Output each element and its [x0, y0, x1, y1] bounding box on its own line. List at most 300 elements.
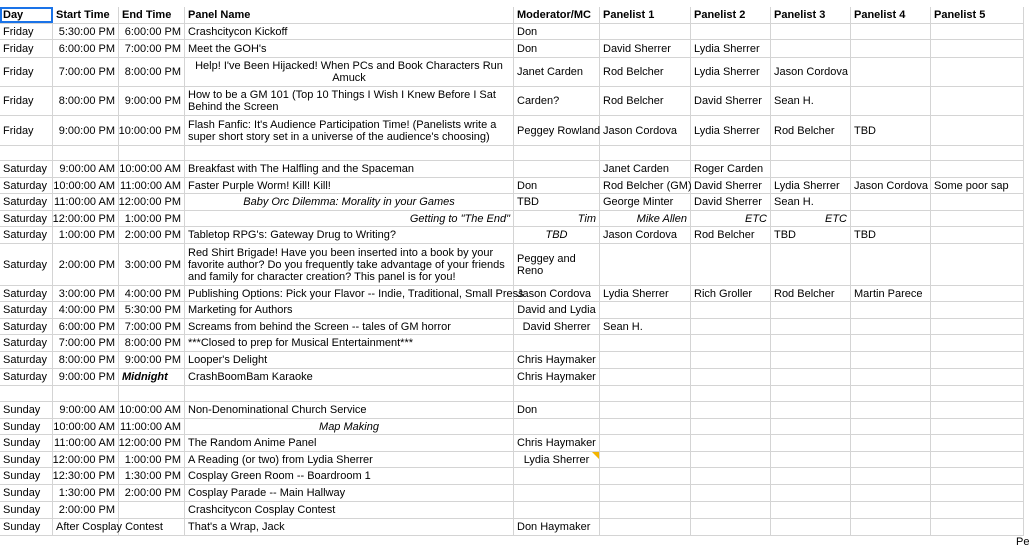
- table-cell[interactable]: [771, 146, 851, 160]
- table-row: [0, 302, 1024, 319]
- table-cell[interactable]: [0, 386, 53, 401]
- table-cell[interactable]: 8:00:00 PM: [119, 58, 185, 86]
- table-row: [0, 519, 1024, 536]
- table-cell[interactable]: [931, 24, 1024, 39]
- table-cell[interactable]: TBD: [851, 227, 931, 243]
- table-cell[interactable]: [691, 485, 771, 501]
- table-cell[interactable]: [851, 146, 931, 160]
- table-cell[interactable]: ETC: [691, 211, 771, 226]
- table-cell[interactable]: 10:00:00 PM: [119, 116, 185, 145]
- table-cell[interactable]: Saturday: [0, 319, 53, 334]
- table-cell[interactable]: TBD: [514, 194, 600, 210]
- table-cell[interactable]: Janet Carden: [514, 58, 600, 86]
- table-cell[interactable]: [931, 194, 1024, 210]
- table-cell[interactable]: Friday: [0, 40, 53, 57]
- table-cell[interactable]: Rod Belcher: [771, 116, 851, 145]
- table-row: [0, 419, 1024, 435]
- table-cell[interactable]: [931, 146, 1024, 160]
- table-cell[interactable]: [514, 161, 600, 177]
- table-cell[interactable]: [931, 40, 1024, 57]
- table-cell[interactable]: [931, 335, 1024, 351]
- column-header[interactable]: Day: [0, 7, 53, 23]
- table-cell[interactable]: [514, 468, 600, 484]
- table-cell[interactable]: 7:00:00 PM: [119, 319, 185, 334]
- comment-indicator-icon[interactable]: [592, 452, 599, 459]
- table-cell[interactable]: [931, 402, 1024, 418]
- table-cell[interactable]: Chris Haymaker: [514, 435, 600, 451]
- table-cell[interactable]: 1:00:00 PM: [119, 211, 185, 226]
- table-cell[interactable]: [931, 319, 1024, 334]
- table-cell[interactable]: 8:00:00 PM: [119, 335, 185, 351]
- table-cell[interactable]: Marketing for Authors: [185, 302, 514, 318]
- table-cell[interactable]: Saturday: [0, 335, 53, 351]
- table-cell[interactable]: 4:00:00 PM: [119, 286, 185, 301]
- table-cell[interactable]: [691, 369, 771, 385]
- table-cell[interactable]: [851, 87, 931, 115]
- table-cell[interactable]: [771, 402, 851, 418]
- table-cell[interactable]: Midnight: [119, 369, 185, 385]
- column-header[interactable]: Panelist 5: [931, 7, 1024, 23]
- table-cell[interactable]: Don: [514, 178, 600, 193]
- table-cell[interactable]: [691, 502, 771, 518]
- table-row: [0, 468, 1024, 485]
- table-cell[interactable]: 9:00:00 PM: [53, 369, 119, 385]
- column-header[interactable]: Panel Name: [185, 7, 514, 23]
- table-cell[interactable]: 1:00:00 PM: [53, 227, 119, 243]
- table-cell[interactable]: 2:00:00 PM: [119, 485, 185, 501]
- table-cell[interactable]: Rod Belcher: [600, 58, 691, 86]
- header-row: [0, 7, 1024, 24]
- table-cell[interactable]: Jason Cordova: [600, 227, 691, 243]
- table-cell[interactable]: [771, 40, 851, 57]
- table-cell[interactable]: [851, 302, 931, 318]
- table-cell[interactable]: 11:00:00 AM: [119, 419, 185, 434]
- table-cell[interactable]: [931, 502, 1024, 518]
- table-cell[interactable]: 1:30:00 PM: [119, 468, 185, 484]
- table-cell[interactable]: Lydia Sherrer: [600, 286, 691, 301]
- table-cell[interactable]: 12:00:00 PM: [119, 194, 185, 210]
- table-cell[interactable]: Don: [514, 24, 600, 39]
- table-cell[interactable]: Meet the GOH's: [185, 40, 514, 57]
- table-cell[interactable]: [771, 161, 851, 177]
- table-cell[interactable]: [600, 468, 691, 484]
- table-cell[interactable]: Jason Cordova: [600, 116, 691, 145]
- table-row: [0, 319, 1024, 335]
- table-cell[interactable]: TBD: [514, 227, 600, 243]
- table-cell[interactable]: 9:00:00 PM: [53, 116, 119, 145]
- table-cell[interactable]: [851, 386, 931, 401]
- table-cell[interactable]: [851, 244, 931, 285]
- table-cell[interactable]: 11:00:00 AM: [53, 435, 119, 451]
- table-cell[interactable]: 2:00:00 PM: [119, 227, 185, 243]
- table-cell[interactable]: [851, 211, 931, 226]
- table-cell[interactable]: 12:00:00 PM: [53, 211, 119, 226]
- table-cell[interactable]: 5:30:00 PM: [53, 24, 119, 39]
- table-cell[interactable]: Faster Purple Worm! Kill! Kill!: [185, 178, 514, 193]
- table-cell[interactable]: Roger Carden: [691, 161, 771, 177]
- table-cell[interactable]: The Random Anime Panel: [185, 435, 514, 451]
- table-cell[interactable]: Crashcitycon Cosplay Contest: [185, 502, 514, 518]
- table-cell[interactable]: [851, 452, 931, 467]
- table-cell[interactable]: [0, 146, 53, 160]
- table-cell[interactable]: [771, 452, 851, 467]
- table-cell[interactable]: [931, 116, 1024, 145]
- table-cell[interactable]: David Sherrer: [691, 178, 771, 193]
- table-row: [0, 502, 1024, 519]
- table-cell[interactable]: 9:00:00 PM: [119, 352, 185, 368]
- table-cell[interactable]: [851, 194, 931, 210]
- table-cell[interactable]: Lydia Sherrer: [771, 178, 851, 193]
- table-cell[interactable]: Don: [514, 40, 600, 57]
- table-cell[interactable]: 8:00:00 PM: [53, 352, 119, 368]
- table-cell[interactable]: [851, 402, 931, 418]
- table-cell[interactable]: [931, 286, 1024, 301]
- table-cell[interactable]: David Sherrer: [691, 194, 771, 210]
- table-cell[interactable]: 8:00:00 PM: [53, 87, 119, 115]
- table-cell[interactable]: [931, 369, 1024, 385]
- table-cell[interactable]: Sunday: [0, 519, 53, 535]
- table-cell[interactable]: [691, 319, 771, 334]
- table-cell[interactable]: Saturday: [0, 244, 53, 285]
- table-cell[interactable]: 2:00:00 PM: [53, 502, 119, 518]
- table-cell[interactable]: [600, 335, 691, 351]
- table-row: [0, 386, 1024, 402]
- table-cell[interactable]: CrashBoomBam Karaoke: [185, 369, 514, 385]
- table-cell[interactable]: [691, 435, 771, 451]
- table-cell[interactable]: [851, 435, 931, 451]
- table-row: [0, 116, 1024, 146]
- table-cell[interactable]: [771, 244, 851, 285]
- column-header[interactable]: Start Time: [53, 7, 119, 23]
- table-cell[interactable]: [691, 402, 771, 418]
- table-cell[interactable]: [851, 24, 931, 39]
- table-row: [0, 40, 1024, 58]
- table-cell[interactable]: Sunday: [0, 402, 53, 418]
- table-cell[interactable]: [119, 519, 185, 535]
- table-cell[interactable]: [771, 369, 851, 385]
- table-cell[interactable]: [119, 502, 185, 518]
- table-cell[interactable]: [691, 468, 771, 484]
- table-cell[interactable]: 9:00:00 AM: [53, 402, 119, 418]
- table-cell[interactable]: Non-Denominational Church Service: [185, 402, 514, 418]
- table-cell[interactable]: Screams from behind the Screen -- tales of GM horror: [185, 319, 514, 334]
- table-cell[interactable]: TBD: [851, 116, 931, 145]
- table-cell[interactable]: How to be a GM 101 (Top 10 Things I Wish I Knew Before I Sat Behind the Screen: [185, 87, 514, 115]
- column-header[interactable]: Panelist 2: [691, 7, 771, 23]
- table-cell[interactable]: 1:00:00 PM: [119, 452, 185, 467]
- table-cell[interactable]: [931, 435, 1024, 451]
- table-cell[interactable]: 10:00:00 AM: [119, 161, 185, 177]
- table-cell[interactable]: [771, 335, 851, 351]
- table-cell[interactable]: 10:00:00 AM: [53, 178, 119, 193]
- table-cell[interactable]: Rod Belcher: [600, 87, 691, 115]
- table-cell[interactable]: David Sherrer: [514, 319, 600, 334]
- table-cell[interactable]: Rod Belcher: [771, 286, 851, 301]
- table-cell[interactable]: Don: [514, 402, 600, 418]
- table-cell[interactable]: Map Making: [185, 419, 514, 434]
- table-cell[interactable]: [691, 519, 771, 535]
- table-cell[interactable]: 1:30:00 PM: [53, 485, 119, 501]
- table-cell[interactable]: [931, 211, 1024, 226]
- table-cell[interactable]: 5:30:00 PM: [119, 302, 185, 318]
- table-cell[interactable]: [691, 452, 771, 467]
- table-cell[interactable]: 12:00:00 PM: [53, 452, 119, 467]
- table-row: [0, 194, 1024, 211]
- table-cell[interactable]: Lydia Sherrer: [691, 40, 771, 57]
- column-header[interactable]: Panelist 4: [851, 7, 931, 23]
- table-cell[interactable]: [771, 24, 851, 39]
- table-cell[interactable]: Lydia Sherrer: [691, 58, 771, 86]
- table-cell[interactable]: [691, 146, 771, 160]
- table-cell[interactable]: [851, 369, 931, 385]
- table-cell[interactable]: [931, 519, 1024, 535]
- table-cell[interactable]: [600, 24, 691, 39]
- table-row: [0, 211, 1024, 227]
- table-cell[interactable]: Breakfast with The Halfling and the Spaceman: [185, 161, 514, 177]
- table-cell[interactable]: [771, 352, 851, 368]
- table-row: [0, 352, 1024, 369]
- table-cell[interactable]: [600, 352, 691, 368]
- table-cell[interactable]: Looper's Delight: [185, 352, 514, 368]
- table-cell[interactable]: Sean H.: [600, 319, 691, 334]
- column-header[interactable]: End Time: [119, 7, 185, 23]
- table-cell[interactable]: Baby Orc Dilemma: Morality in your Games: [185, 194, 514, 210]
- table-cell[interactable]: George Minter: [600, 194, 691, 210]
- table-cell[interactable]: That's a Wrap, Jack: [185, 519, 514, 535]
- table-cell[interactable]: [600, 519, 691, 535]
- table-cell[interactable]: [514, 502, 600, 518]
- table-cell[interactable]: 3:00:00 PM: [119, 244, 185, 285]
- table-cell[interactable]: ETC: [771, 211, 851, 226]
- table-cell[interactable]: [514, 419, 600, 434]
- table-cell[interactable]: Some poor sap: [931, 178, 1024, 193]
- table-cell[interactable]: 7:00:00 PM: [53, 58, 119, 86]
- table-cell[interactable]: [691, 352, 771, 368]
- table-cell[interactable]: 3:00:00 PM: [53, 286, 119, 301]
- table-cell[interactable]: Mike Allen: [600, 211, 691, 226]
- table-cell[interactable]: [931, 227, 1024, 243]
- table-cell[interactable]: [600, 419, 691, 434]
- table-cell[interactable]: [931, 87, 1024, 115]
- table-cell[interactable]: [53, 386, 119, 401]
- table-cell[interactable]: Saturday: [0, 161, 53, 177]
- table-cell[interactable]: 12:30:00 PM: [53, 468, 119, 484]
- table-cell[interactable]: After Cosplay Contest: [53, 519, 119, 535]
- table-row: [0, 244, 1024, 286]
- table-cell[interactable]: 6:00:00 PM: [53, 319, 119, 334]
- table-cell[interactable]: Red Shirt Brigade! Have you been inserted into a book by your favorite author? Do you frequently take advantage of your friends and family for character creation? This panel is for you!: [185, 244, 514, 285]
- table-cell[interactable]: [931, 244, 1024, 285]
- table-cell[interactable]: [600, 386, 691, 401]
- table-cell[interactable]: [931, 452, 1024, 467]
- table-cell[interactable]: 10:00:00 AM: [53, 419, 119, 434]
- table-cell[interactable]: Sunday: [0, 452, 53, 467]
- column-header[interactable]: Panelist 3: [771, 7, 851, 23]
- table-cell[interactable]: Carden?: [514, 87, 600, 115]
- table-cell[interactable]: Sunday: [0, 468, 53, 484]
- table-cell[interactable]: 9:00:00 PM: [119, 87, 185, 115]
- table-cell[interactable]: [931, 302, 1024, 318]
- table-cell[interactable]: Sunday: [0, 502, 53, 518]
- table-cell[interactable]: [931, 161, 1024, 177]
- table-cell[interactable]: [514, 485, 600, 501]
- table-cell[interactable]: Help! I've Been Hijacked! When PCs and Book Characters Run Amuck: [185, 58, 514, 86]
- table-cell[interactable]: [931, 58, 1024, 86]
- table-cell[interactable]: [600, 146, 691, 160]
- table-cell[interactable]: Jason Cordova: [851, 178, 931, 193]
- table-cell[interactable]: Rich Groller: [691, 286, 771, 301]
- table-cell[interactable]: Chris Haymaker: [514, 369, 600, 385]
- table-cell[interactable]: Saturday: [0, 227, 53, 243]
- table-cell[interactable]: [691, 302, 771, 318]
- table-cell[interactable]: Tim: [514, 211, 600, 226]
- table-cell[interactable]: [514, 386, 600, 401]
- table-row: [0, 402, 1024, 419]
- table-cell[interactable]: [771, 485, 851, 501]
- table-cell[interactable]: Sunday: [0, 485, 53, 501]
- table-cell[interactable]: [600, 502, 691, 518]
- column-header[interactable]: Moderator/MC: [514, 7, 600, 23]
- table-cell[interactable]: Peggey Rowland: [514, 116, 600, 145]
- table-cell[interactable]: Jason Cordova: [771, 58, 851, 86]
- table-cell[interactable]: Don Haymaker: [514, 519, 600, 535]
- table-cell[interactable]: [931, 419, 1024, 434]
- table-cell[interactable]: Sunday: [0, 435, 53, 451]
- table-cell[interactable]: [851, 58, 931, 86]
- table-cell[interactable]: [691, 386, 771, 401]
- table-cell[interactable]: 11:00:00 AM: [119, 178, 185, 193]
- table-cell[interactable]: [771, 319, 851, 334]
- table-row: [0, 369, 1024, 386]
- table-cell[interactable]: David Sherrer: [691, 87, 771, 115]
- table-cell[interactable]: A Reading (or two) from Lydia Sherrer: [185, 452, 514, 467]
- table-cell[interactable]: Jason Cordova: [514, 286, 600, 301]
- table-cell[interactable]: [851, 352, 931, 368]
- table-cell[interactable]: [53, 146, 119, 160]
- table-cell[interactable]: [185, 386, 514, 401]
- table-cell[interactable]: Rod Belcher (GM): [600, 178, 691, 193]
- table-row: [0, 435, 1024, 452]
- table-cell[interactable]: Saturday: [0, 302, 53, 318]
- table-cell[interactable]: Saturday: [0, 286, 53, 301]
- table-cell[interactable]: Saturday: [0, 211, 53, 226]
- table-cell[interactable]: Sean H.: [771, 194, 851, 210]
- column-header[interactable]: Panelist 1: [600, 7, 691, 23]
- table-cell[interactable]: Crashcitycon Kickoff: [185, 24, 514, 39]
- table-cell[interactable]: 4:00:00 PM: [53, 302, 119, 318]
- table-cell[interactable]: [691, 335, 771, 351]
- table-cell[interactable]: Flash Fanfic: It's Audience Participation Time! (Panelists write a super short story set in a universe of the audience's choosing): [185, 116, 514, 145]
- table-cell[interactable]: [514, 146, 600, 160]
- table-cell[interactable]: Sean H.: [771, 87, 851, 115]
- table-cell[interactable]: [851, 468, 931, 484]
- table-cell[interactable]: Tabletop RPG's: Gateway Drug to Writing?: [185, 227, 514, 243]
- table-cell[interactable]: David and Lydia: [514, 302, 600, 318]
- table-cell[interactable]: [851, 419, 931, 434]
- table-cell[interactable]: [771, 468, 851, 484]
- table-cell[interactable]: Lydia Sherrer: [514, 452, 600, 467]
- table-cell[interactable]: [851, 319, 931, 334]
- table-cell[interactable]: [851, 502, 931, 518]
- table-cell[interactable]: [514, 335, 600, 351]
- table-cell[interactable]: [851, 485, 931, 501]
- table-cell[interactable]: Lydia Sherrer: [691, 116, 771, 145]
- table-cell[interactable]: 10:00:00 AM: [119, 402, 185, 418]
- table-cell[interactable]: Friday: [0, 87, 53, 115]
- table-cell[interactable]: Saturday: [0, 369, 53, 385]
- table-cell[interactable]: [771, 302, 851, 318]
- table-cell[interactable]: Janet Carden: [600, 161, 691, 177]
- table-cell[interactable]: TBD: [771, 227, 851, 243]
- table-cell[interactable]: [185, 146, 514, 160]
- table-cell[interactable]: [851, 335, 931, 351]
- table-cell[interactable]: [771, 502, 851, 518]
- table-cell[interactable]: 7:00:00 PM: [119, 40, 185, 57]
- table-cell[interactable]: [119, 386, 185, 401]
- table-cell[interactable]: Friday: [0, 24, 53, 39]
- table-cell[interactable]: 9:00:00 AM: [53, 161, 119, 177]
- table-cell[interactable]: [600, 369, 691, 385]
- table-cell[interactable]: Saturday: [0, 352, 53, 368]
- table-cell[interactable]: Chris Haymaker: [514, 352, 600, 368]
- table-cell[interactable]: [931, 352, 1024, 368]
- table-cell[interactable]: 6:00:00 PM: [53, 40, 119, 57]
- table-cell[interactable]: 7:00:00 PM: [53, 335, 119, 351]
- table-cell[interactable]: David Sherrer: [600, 40, 691, 57]
- table-cell[interactable]: Friday: [0, 58, 53, 86]
- table-cell[interactable]: [771, 519, 851, 535]
- table-cell[interactable]: [600, 485, 691, 501]
- table-cell[interactable]: Sunday: [0, 419, 53, 434]
- table-cell[interactable]: Friday: [0, 116, 53, 145]
- table-cell[interactable]: 11:00:00 AM: [53, 194, 119, 210]
- table-cell[interactable]: [691, 244, 771, 285]
- table-cell[interactable]: Publishing Options: Pick your Flavor -- Indie, Traditional, Small Press: [185, 286, 514, 301]
- table-cell[interactable]: [119, 146, 185, 160]
- table-cell[interactable]: [771, 419, 851, 434]
- table-cell[interactable]: Saturday: [0, 194, 53, 210]
- table-cell[interactable]: [600, 402, 691, 418]
- table-cell[interactable]: [600, 452, 691, 467]
- table-cell[interactable]: 2:00:00 PM: [53, 244, 119, 285]
- table-cell[interactable]: Peggey and Reno: [514, 244, 600, 285]
- table-cell[interactable]: Martin Parece: [851, 286, 931, 301]
- table-cell[interactable]: [691, 419, 771, 434]
- table-row: [0, 335, 1024, 352]
- table-cell[interactable]: ***Closed to prep for Musical Entertainment***: [185, 335, 514, 351]
- overflow-cell-text: Pe: [1016, 536, 1029, 548]
- table-cell[interactable]: [851, 161, 931, 177]
- table-cell[interactable]: [600, 435, 691, 451]
- table-cell[interactable]: [851, 40, 931, 57]
- table-cell[interactable]: [771, 435, 851, 451]
- table-cell[interactable]: [931, 386, 1024, 401]
- table-cell[interactable]: Saturday: [0, 178, 53, 193]
- table-cell[interactable]: 12:00:00 PM: [119, 435, 185, 451]
- table-cell[interactable]: Getting to "The End": [185, 211, 514, 226]
- table-cell[interactable]: [931, 485, 1024, 501]
- table-cell[interactable]: [600, 302, 691, 318]
- table-cell[interactable]: 6:00:00 PM: [119, 24, 185, 39]
- table-cell[interactable]: [851, 519, 931, 535]
- table-cell[interactable]: [771, 386, 851, 401]
- table-cell[interactable]: Cosplay Parade -- Main Hallway: [185, 485, 514, 501]
- table-cell[interactable]: Rod Belcher: [691, 227, 771, 243]
- table-cell[interactable]: Cosplay Green Room -- Boardroom 1: [185, 468, 514, 484]
- table-cell[interactable]: [600, 244, 691, 285]
- table-cell[interactable]: [691, 24, 771, 39]
- table-cell[interactable]: [931, 468, 1024, 484]
